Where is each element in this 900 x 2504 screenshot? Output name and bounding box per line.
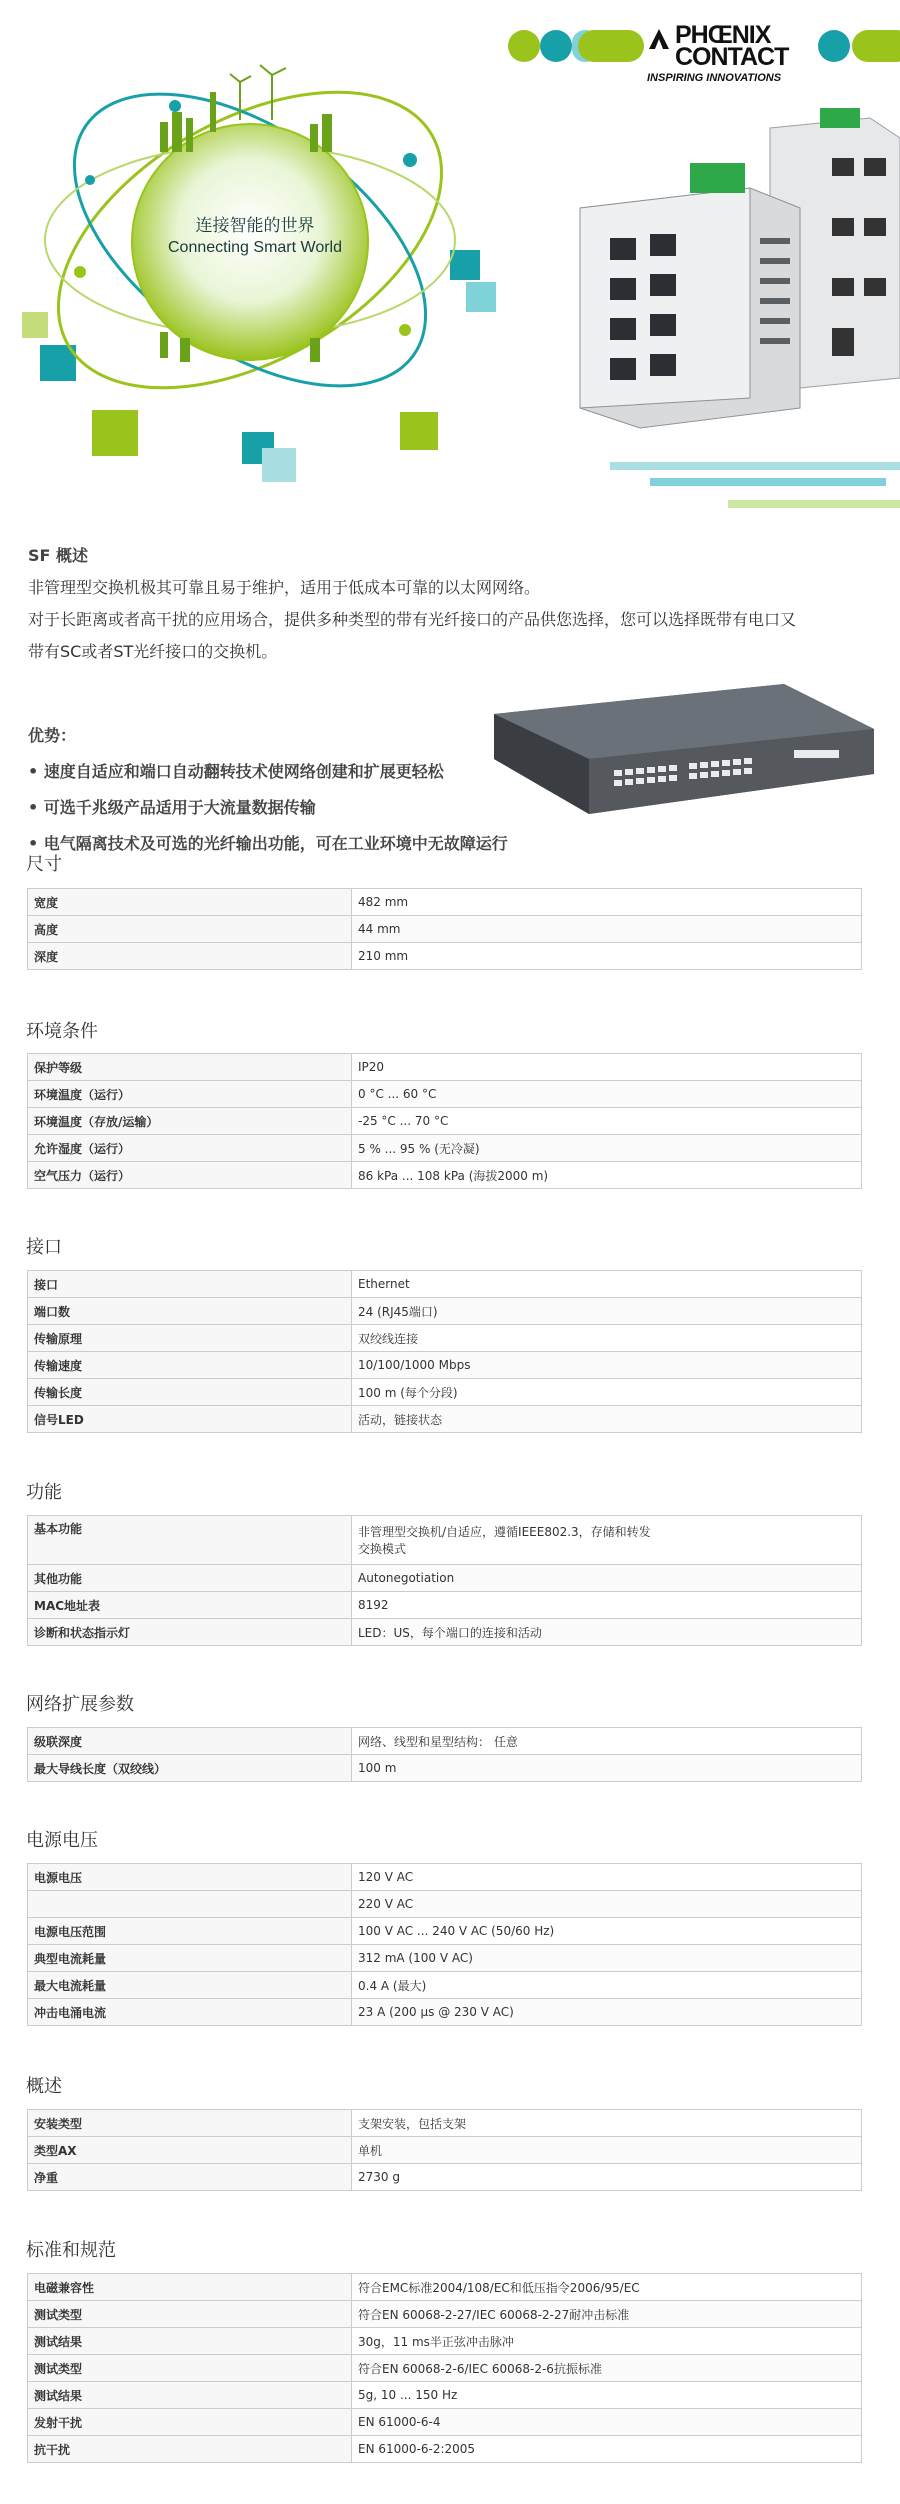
banner (0, 0, 900, 520)
rack-switch-icon (494, 674, 874, 824)
section-title: 尺寸 (26, 854, 62, 875)
spec-key: 端口数 (28, 1298, 352, 1325)
spec-key: 发射干扰 (28, 2409, 352, 2436)
spec-table (27, 1515, 862, 1646)
decor-bar (610, 462, 900, 470)
spec-value: 210 mm (352, 943, 862, 970)
table-row (28, 1755, 862, 1782)
spec-value-text: ，每个端口的连接和活动 (409, 1625, 542, 1640)
advantages-block (28, 718, 548, 862)
overview-block (28, 540, 888, 668)
spec-key: 抗干扰 (28, 2436, 352, 2463)
spec-key: 电磁兼容性 (28, 2274, 352, 2301)
spec-value: 30g，11 ms半正弦冲击脉冲 (352, 2328, 862, 2355)
brand-logo (647, 21, 812, 84)
spec-value (352, 1619, 862, 1646)
spec-key: 传输速度 (28, 1352, 352, 1379)
decor-bar (650, 478, 886, 486)
overview-line: 带有SC或者ST光纤接口的交换机。 (28, 642, 278, 661)
table-row (28, 2328, 862, 2355)
decor-square (466, 282, 496, 312)
spec-value: 符合EN 60068-2-6/IEC 60068-2-6抗振标准 (352, 2355, 862, 2382)
table-row (28, 1081, 862, 1108)
section-title: 电源电压 (26, 1830, 98, 1851)
table-row (28, 916, 862, 943)
spec-key: 最大电流耗量 (28, 1972, 352, 1999)
table-row (28, 1135, 862, 1162)
spec-table (27, 1053, 862, 1189)
spec-value: 44 mm (352, 916, 862, 943)
spec-value (352, 1516, 862, 1565)
table-row (28, 1972, 862, 1999)
spec-key: 环境温度（运行） (28, 1081, 352, 1108)
table-row (28, 1619, 862, 1646)
spec-value: 2730 g (352, 2164, 862, 2191)
spec-value-text: LED： (358, 1625, 394, 1640)
spec-key: 净重 (28, 2164, 352, 2191)
table-row (28, 1298, 862, 1325)
spec-key (28, 1891, 352, 1918)
table-row (28, 2355, 862, 2382)
spec-key: 典型电流耗量 (28, 1945, 352, 1972)
table-row (28, 1379, 862, 1406)
spec-key: 冲击电涌电流 (28, 1999, 352, 2026)
table-row (28, 1945, 862, 1972)
decor-dot (818, 30, 850, 62)
spec-value: 5 % ... 95 % (无冷凝) (352, 1135, 862, 1162)
spec-key: 测试类型 (28, 2301, 352, 2328)
decor-dot (540, 30, 572, 62)
spec-value: 120 V AC (352, 1864, 862, 1891)
table-row (28, 1592, 862, 1619)
spec-value: 活动，链接状态 (352, 1406, 862, 1433)
spec-key: 安装类型 (28, 2110, 352, 2137)
spec-key: 空气压力（运行） (28, 1162, 352, 1189)
globe-title-cn: 连接智能的世界 (195, 216, 315, 236)
spec-value: Ethernet (352, 1271, 862, 1298)
spec-key: 允许湿度（运行） (28, 1135, 352, 1162)
table-row (28, 1565, 862, 1592)
spec-value: Autonegotiation (352, 1565, 862, 1592)
decor-pill (852, 30, 900, 62)
spec-table (27, 2109, 862, 2191)
brand-name-line2: CONTACT (675, 43, 789, 71)
spec-key: 保护等级 (28, 1054, 352, 1081)
table-row (28, 2436, 862, 2463)
spec-value: 220 V AC (352, 1891, 862, 1918)
table-row (28, 1891, 862, 1918)
decor-bar (728, 500, 900, 508)
spec-key: 传输原理 (28, 1325, 352, 1352)
spec-key: 信号LED (28, 1406, 352, 1433)
section-title: 标准和规范 (26, 2240, 116, 2261)
spec-value: 482 mm (352, 889, 862, 916)
spec-table (27, 1863, 862, 2026)
table-row (28, 1999, 862, 2026)
spec-value-symbol: US (393, 1625, 410, 1640)
table-row (28, 1864, 862, 1891)
spec-key: 测试类型 (28, 2355, 352, 2382)
table-row (28, 2274, 862, 2301)
spec-key: 级联深度 (28, 1728, 352, 1755)
spec-value: 86 kPa ... 108 kPa (海拔2000 m) (352, 1162, 862, 1189)
spec-value: 10/100/1000 Mbps (352, 1352, 862, 1379)
spec-value: 8192 (352, 1592, 862, 1619)
spec-key: 高度 (28, 916, 352, 943)
spec-value: 100 m (352, 1755, 862, 1782)
spec-table (27, 1727, 862, 1782)
decor-square (262, 448, 296, 482)
table-row (28, 1108, 862, 1135)
spec-table (27, 888, 862, 970)
spec-value: EN 61000-6-2:2005 (352, 2436, 862, 2463)
spec-value: 100 V AC ... 240 V AC (50/60 Hz) (352, 1918, 862, 1945)
table-row (28, 2409, 862, 2436)
spec-value: 0.4 A (最大) (352, 1972, 862, 1999)
spec-key: 基本功能 (28, 1516, 352, 1565)
spec-value: 单机 (352, 2137, 862, 2164)
spec-value: 支架安装，包括支架 (352, 2110, 862, 2137)
table-row (28, 1918, 862, 1945)
spec-key: 传输长度 (28, 1379, 352, 1406)
spec-key: 接口 (28, 1271, 352, 1298)
spec-value: 双绞线连接 (352, 1325, 862, 1352)
spec-value: 312 mA (100 V AC) (352, 1945, 862, 1972)
spec-value: 5g, 10 ... 150 Hz (352, 2382, 862, 2409)
globe-title-en: Connecting Smart World (168, 239, 342, 256)
product-image (570, 108, 900, 448)
section-title: 接口 (26, 1237, 62, 1258)
spec-key: 深度 (28, 943, 352, 970)
spec-key: 电源电压范围 (28, 1918, 352, 1945)
table-row (28, 1271, 862, 1298)
spec-key: 类型AX (28, 2137, 352, 2164)
table-row (28, 1325, 862, 1352)
table-row (28, 1406, 862, 1433)
section-title: 环境条件 (26, 1021, 98, 1042)
spec-key: 诊断和状态指示灯 (28, 1619, 352, 1646)
table-row (28, 889, 862, 916)
spec-value: -25 °C ... 70 °C (352, 1108, 862, 1135)
spec-value: EN 61000-6-4 (352, 2409, 862, 2436)
spec-key: 环境温度（存放/运输） (28, 1108, 352, 1135)
overview-line: 非管理型交换机极其可靠且易于维护，适用于低成本可靠的以太网网络。 (28, 578, 541, 597)
advantage-item: • 速度自适应和端口自动翻转技术使网络创建和扩展更轻松 (28, 754, 548, 790)
spec-key: MAC地址表 (28, 1592, 352, 1619)
overview-line: 对于长距离或者高干扰的应用场合，提供多种类型的带有光纤接口的产品供您选择，您可以选择既带有电口又 (28, 610, 797, 629)
spec-key: 其他功能 (28, 1565, 352, 1592)
table-row (28, 1728, 862, 1755)
spec-value: 24 (RJ45端口) (352, 1298, 862, 1325)
section-title: 概述 (26, 2076, 62, 2097)
section-title: 网络扩展参数 (26, 1694, 134, 1715)
brand-mark-icon (647, 27, 671, 51)
spec-table (27, 1270, 862, 1433)
table-row (28, 2382, 862, 2409)
switch-device-icon (570, 108, 900, 448)
spec-value-line: 非管理型交换机/自适应，遵循IEEE802.3，存储和转发 (358, 1525, 651, 1539)
table-row (28, 2164, 862, 2191)
advantages-title: 优势： (28, 726, 77, 745)
spec-value: 23 A (200 µs @ 230 V AC) (352, 1999, 862, 2026)
brand-tagline: INSPIRING INNOVATIONS (647, 72, 782, 84)
spec-key: 测试结果 (28, 2328, 352, 2355)
spec-key: 电源电压 (28, 1864, 352, 1891)
spec-table (27, 2273, 862, 2463)
brand-name-line1: PHŒNIX (675, 21, 771, 49)
table-row (28, 2301, 862, 2328)
globe-caption (165, 215, 345, 259)
table-row (28, 2137, 862, 2164)
spec-key: 宽度 (28, 889, 352, 916)
globe-illustration (10, 20, 460, 450)
spec-value: 0 °C ... 60 °C (352, 1081, 862, 1108)
spec-key: 测试结果 (28, 2382, 352, 2409)
table-row (28, 2110, 862, 2137)
decor-pill (578, 30, 644, 62)
table-row (28, 1162, 862, 1189)
advantage-item: • 电气隔离技术及可选的光纤输出功能，可在工业环境中无故障运行 (28, 826, 548, 862)
table-row (28, 1054, 862, 1081)
advantage-item: • 可选千兆级产品适用于大流量数据传输 (28, 790, 548, 826)
spec-value: 100 m (每个分段) (352, 1379, 862, 1406)
table-row (28, 943, 862, 970)
spec-value: 网络、线型和星型结构： 任意 (352, 1728, 862, 1755)
table-row (28, 1516, 862, 1565)
rack-switch-image (494, 674, 874, 824)
spec-value: IP20 (352, 1054, 862, 1081)
decor-dot (508, 30, 540, 62)
spec-value: 符合EMC标准2004/108/EC和低压指令2006/95/EC (352, 2274, 862, 2301)
overview-title: SF 概述 (28, 546, 89, 565)
spec-value-line: 交换模式 (358, 1542, 407, 1556)
section-title: 功能 (26, 1482, 62, 1503)
table-row (28, 1352, 862, 1379)
spec-key: 最大导线长度（双绞线） (28, 1755, 352, 1782)
spec-value: 符合EN 60068-2-27/IEC 60068-2-27耐冲击标准 (352, 2301, 862, 2328)
